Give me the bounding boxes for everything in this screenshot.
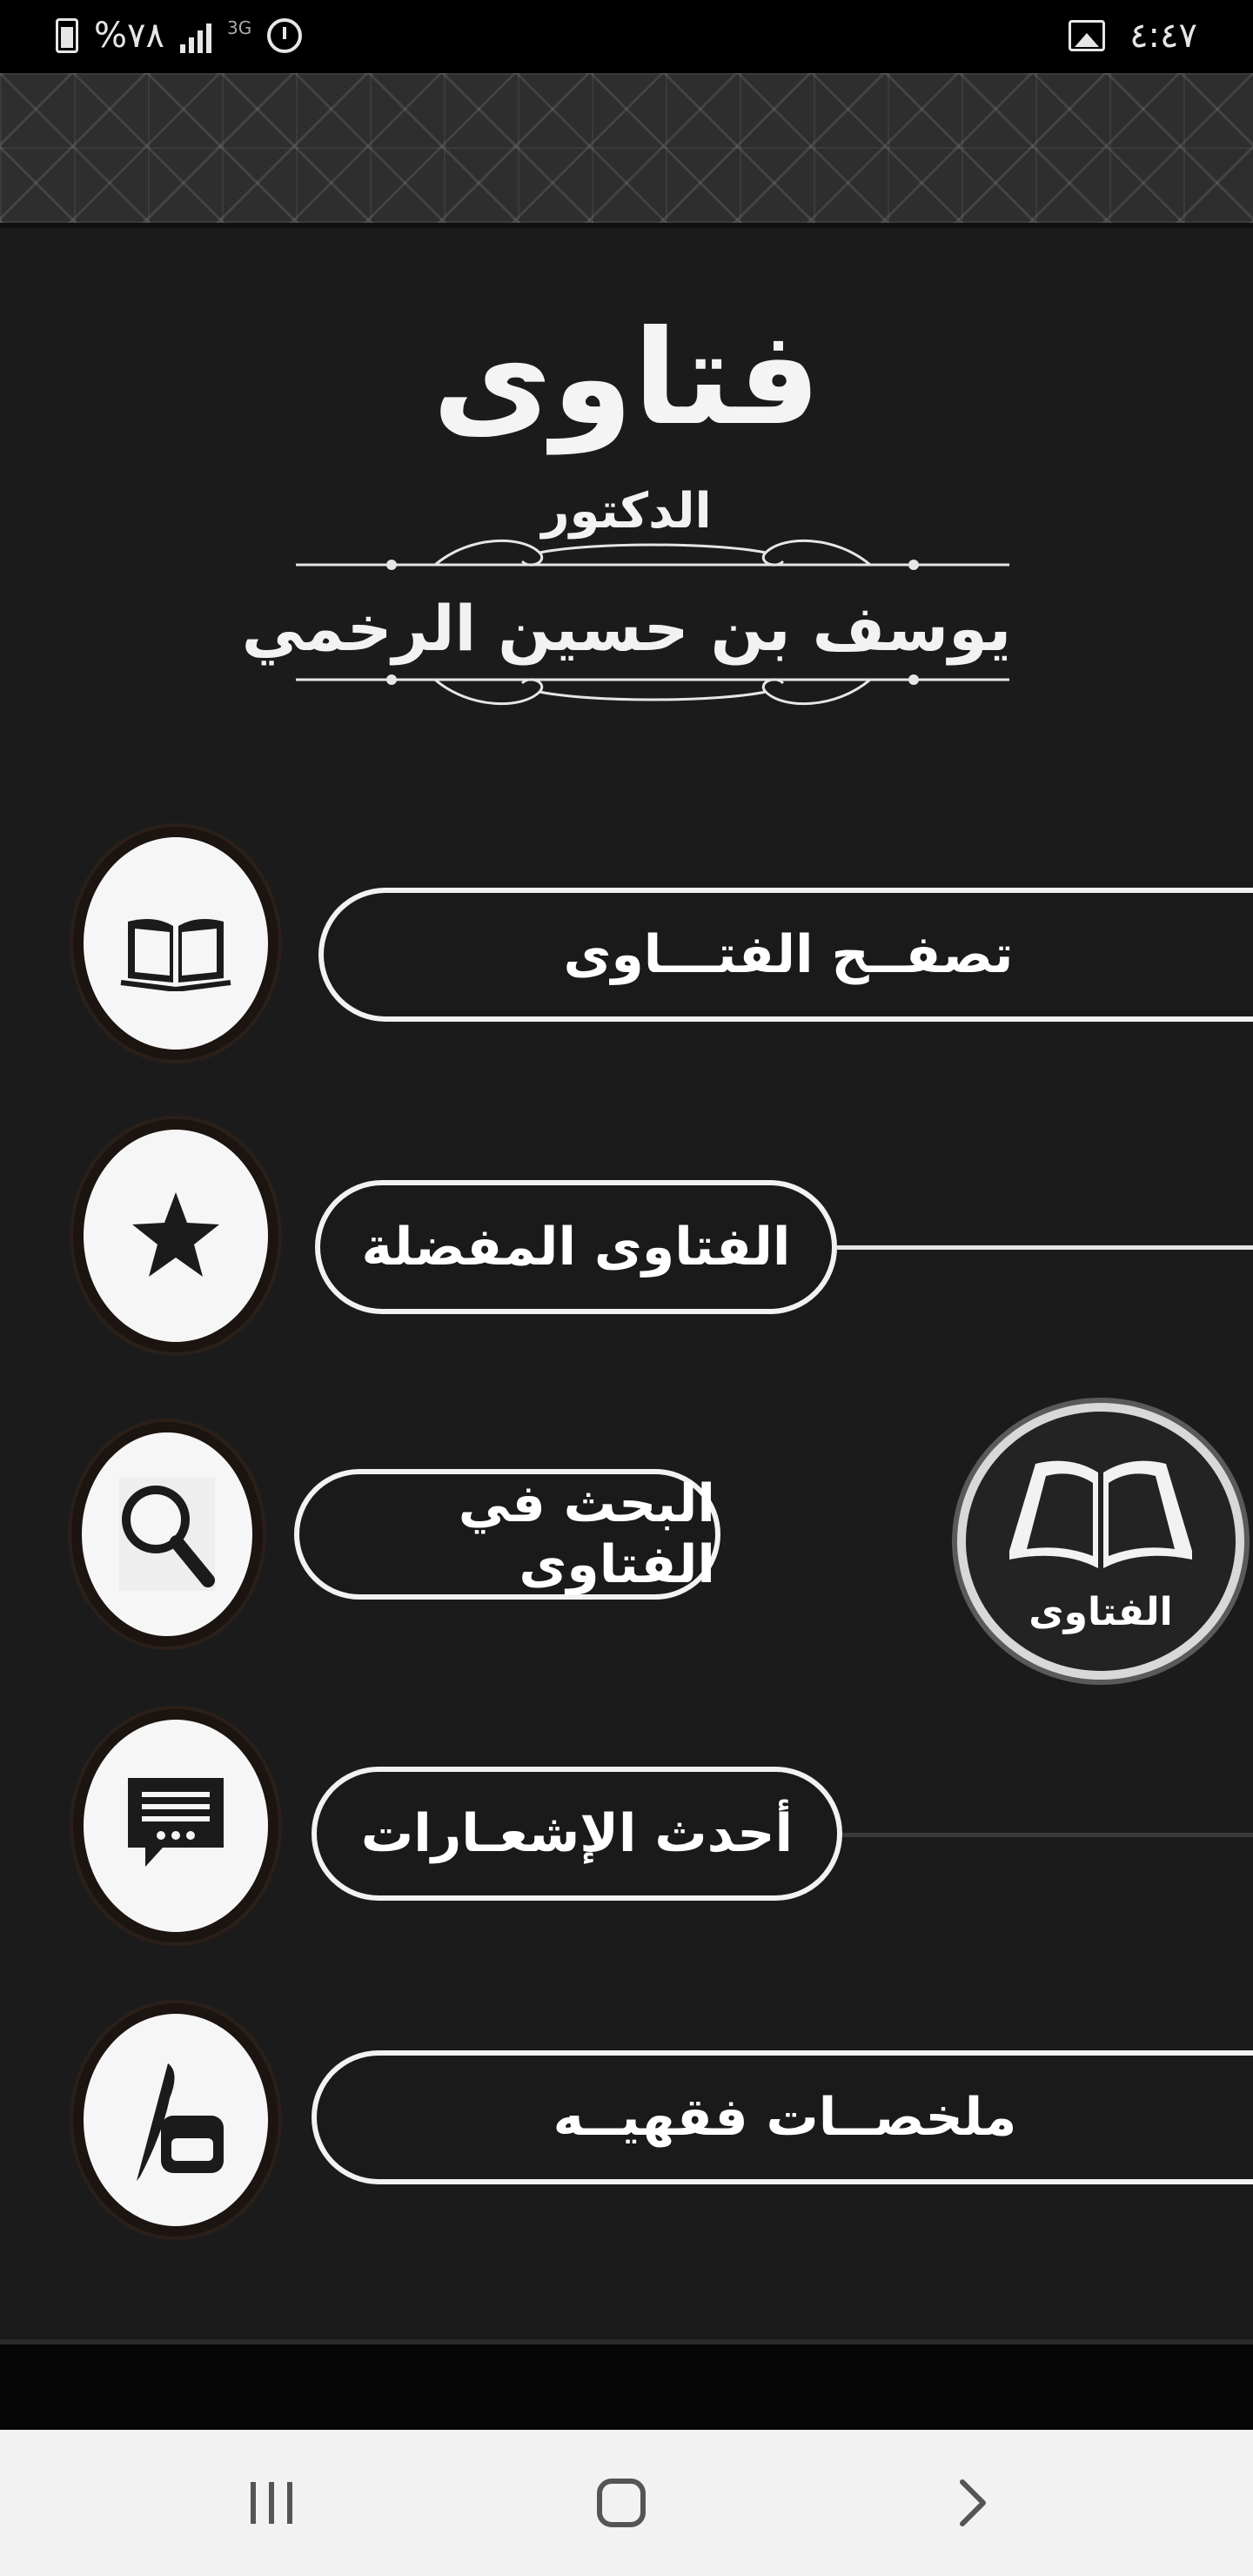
gallery-icon — [1069, 20, 1105, 51]
recents-button[interactable] — [237, 2468, 306, 2538]
open-book-icon — [1001, 1446, 1201, 1586]
favorites-icon-button[interactable] — [84, 1130, 268, 1342]
search-fatwas-label: البحث في الفتاوى — [458, 1473, 715, 1595]
home-icon — [595, 2477, 647, 2529]
search-fatwas-button[interactable] — [294, 1469, 720, 1600]
top-ornament-icon — [278, 527, 1027, 579]
badge-label: الفتاوى — [1029, 1590, 1173, 1634]
connector-line — [842, 1833, 1253, 1837]
notifications-icon-button[interactable] — [84, 1720, 268, 1932]
author-prefix: الدكتور — [541, 483, 712, 540]
magnifier-icon — [111, 1469, 224, 1600]
bottom-strip — [0, 2339, 1253, 2435]
status-bar — [0, 0, 1253, 73]
status-right — [1069, 16, 1197, 56]
connector-line — [837, 1245, 1253, 1250]
status-left — [56, 16, 302, 56]
latest-notifications-label: أحدث الإشعـارات — [360, 1803, 794, 1864]
back-button[interactable] — [938, 2468, 1008, 2538]
favorite-fatwas-label: الفتاوى المفضلة — [361, 1217, 791, 1278]
summaries-icon-button[interactable] — [84, 2014, 268, 2226]
battery-icon — [56, 18, 78, 53]
battery-percent: %٧٨ — [94, 16, 164, 56]
clock: ٤:٤٧ — [1129, 16, 1197, 56]
network-type: 3G — [226, 17, 252, 38]
browse-icon-button[interactable] — [84, 837, 268, 1050]
bottom-ornament-icon — [278, 666, 1027, 718]
message-icon — [119, 1769, 232, 1882]
ornamental-pattern — [0, 73, 1253, 228]
author-name: يوسف بن حسين الرخمي — [241, 592, 1012, 665]
favorite-fatwas-button[interactable] — [315, 1180, 837, 1314]
recents-icon — [245, 2479, 298, 2527]
latest-notifications-button[interactable] — [312, 1767, 842, 1901]
fiqh-summaries-label: ملخصــات فقهيــه — [553, 2087, 1017, 2148]
signal-icon — [180, 18, 211, 53]
app-title: فتاوى — [432, 303, 821, 454]
alarm-icon — [267, 18, 302, 53]
search-icon-button[interactable] — [82, 1432, 252, 1636]
home-button[interactable] — [586, 2468, 656, 2538]
fiqh-summaries-button[interactable] — [312, 2050, 1253, 2184]
open-book-icon — [119, 896, 232, 991]
back-icon — [955, 2477, 990, 2529]
quill-ink-icon — [119, 2055, 232, 2185]
browse-fatwas-label: تصفــح الفتـــاوى — [563, 924, 1014, 985]
browse-fatwas-button[interactable] — [318, 888, 1253, 1022]
navigation-bar — [0, 2430, 1253, 2576]
fatwas-badge[interactable] — [957, 1403, 1244, 1680]
star-icon — [128, 1188, 224, 1284]
